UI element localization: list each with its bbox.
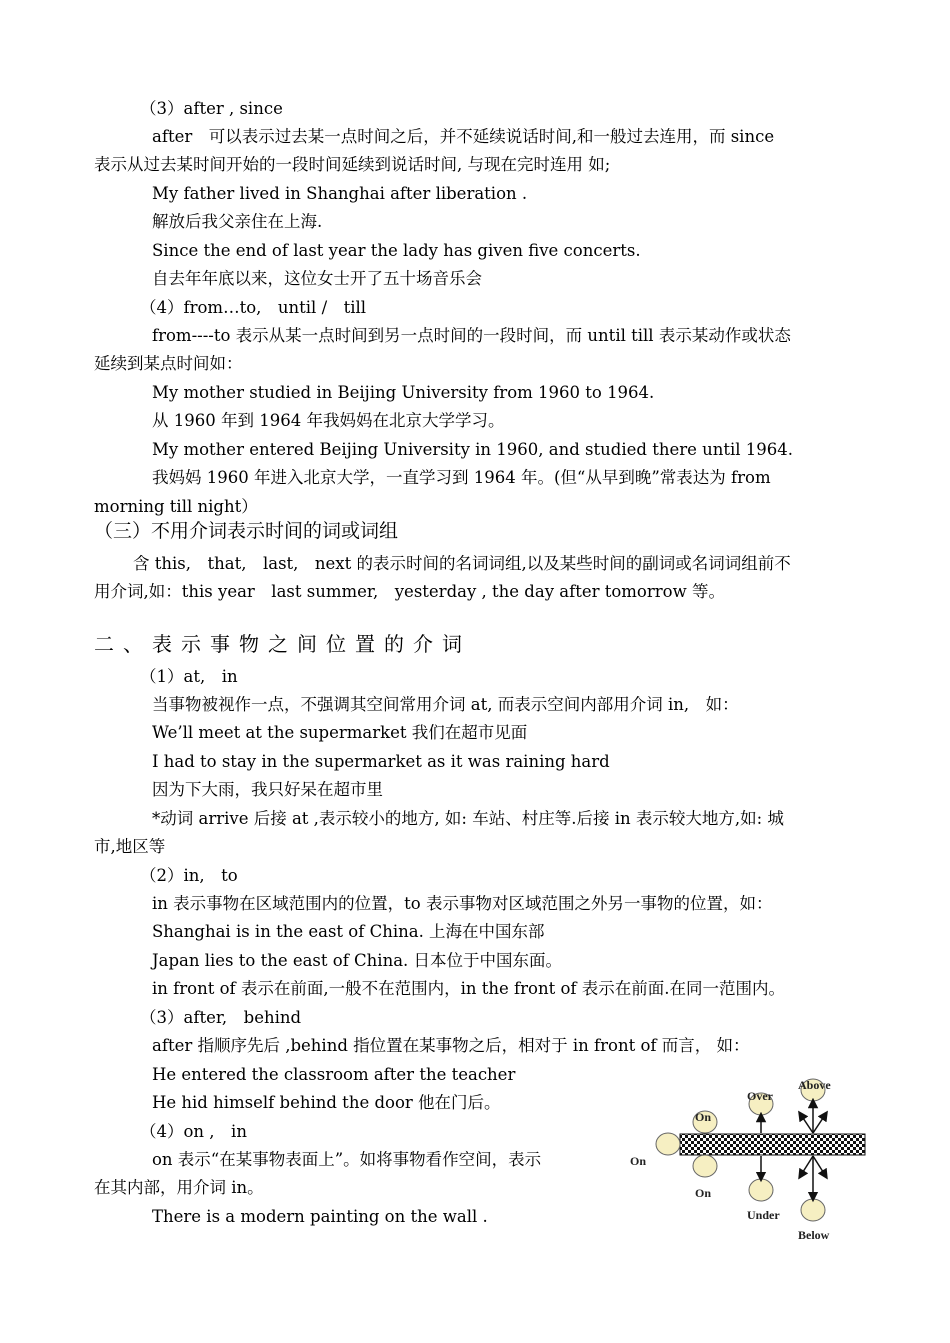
example-since-en: Since the end of last year the lady has given five concerts. — [152, 241, 641, 260]
desc-no-prep-1: 含 this, that, last, next 的表示时间的名词词组,以及某些时间的副词或名词词组前不 — [133, 554, 791, 573]
heading-at-in: （1）at, in — [140, 667, 238, 686]
note-in-front-of: in front of 表示在前面,一般不在范围内，in the front of 表示在前面.在同一范围内。 — [152, 979, 785, 998]
heading-in-to: （2）in, to — [140, 866, 238, 885]
desc-from-to-1: from----to 表示从某一点时间到另一点时间的一段时间，而 until till 表示某动作或状态 — [152, 326, 791, 345]
arrow-below-right — [813, 1156, 825, 1175]
example-since-zh: 自去年年底以来，这位女士开了五十场音乐会 — [152, 269, 482, 288]
desc-after-since-1: after 可以表示过去某一点时间之后，并不延续说话时间,和一般过去连用，而 since — [152, 127, 775, 146]
example-to-east: Japan lies to the east of China. 日本位于中国东面。 — [152, 951, 563, 970]
heading-no-prep: （三）不用介词表示时间的词或词组 — [94, 520, 399, 542]
label-over: Over — [747, 1089, 773, 1103]
desc-at-in: 当事物被视作一点，不强调其空间常用介词 at, 而表示空间内部用介词 in, 如： — [152, 695, 739, 714]
label-on-left: On — [630, 1154, 647, 1168]
example-in-east: Shanghai is in the east of China. 上海在中国东部 — [152, 922, 545, 941]
example-from-to-zh: 从 1960 年到 1964 年我妈妈在北京大学学习。 — [152, 411, 505, 430]
desc-after-behind: after 指顺序先后 ,behind 指位置在某事物之后，相对于 in front of 而言， 如： — [152, 1036, 750, 1055]
desc-in-to: in 表示事物在区域范围内的位置，to 表示事物对区域范围之外另一事物的位置，如： — [152, 894, 773, 913]
ball-under — [749, 1179, 773, 1201]
ball-on-bottom — [693, 1155, 717, 1177]
desc-no-prep-2: 用介词,如：this year last summer, yesterday , the day after tomorrow 等。 — [94, 582, 725, 601]
heading-after-since: （3）after , since — [140, 99, 283, 118]
label-under: Under — [747, 1208, 780, 1222]
heading-on-in: （4）on , in — [140, 1122, 247, 1141]
ball-below — [801, 1199, 825, 1221]
example-until-en: My mother entered Beijing University in 1960, and studied there until 1964. — [152, 440, 794, 459]
label-on-top: On — [695, 1110, 712, 1124]
desc-on-in-2: 在其内部，用介词 in。 — [94, 1178, 264, 1197]
heading-position-prepositions: 二、表示事物之间位置的介词 — [94, 632, 471, 656]
desc-after-since-2: 表示从过去某时间开始的一段时间延续到说话时间, 与现在完时连用 如; — [94, 155, 611, 174]
arrow-below-left — [801, 1156, 813, 1175]
note-arrive-1: *动词 arrive 后接 at ,表示较小的地方, 如: 车站、村庄等.后接 in 表示较大地方,如: 城 — [152, 809, 784, 828]
arrow-above-right — [813, 1115, 825, 1133]
label-on-bottom: On — [695, 1186, 712, 1200]
example-at: We’ll meet at the supermarket 我们在超市见面 — [152, 723, 528, 742]
note-arrive-2: 市,地区等 — [94, 837, 166, 856]
example-after-teacher: He entered the classroom after the teacher — [152, 1065, 516, 1084]
heading-after-behind: （3）after, behind — [140, 1008, 302, 1027]
surface-bar — [680, 1134, 865, 1155]
example-behind-door: He hid himself behind the door 他在门后。 — [152, 1093, 501, 1112]
desc-on-in-1: on 表示“在某事物表面上”。如将事物看作空间，表示 — [152, 1150, 542, 1169]
example-after-zh: 解放后我父亲住在上海. — [152, 212, 323, 231]
ball-on-left — [656, 1133, 680, 1155]
example-until-zh-1: 我妈妈 1960 年进入北京大学，一直学习到 1964 年。(但“从早到晚”常表达为 from — [152, 468, 771, 487]
label-below: Below — [798, 1228, 830, 1242]
example-on-wall: There is a modern painting on the wall . — [152, 1207, 488, 1226]
label-above: Above — [798, 1078, 831, 1092]
example-in-en: I had to stay in the supermarket as it was raining hard — [152, 752, 610, 771]
arrow-above-left — [801, 1115, 813, 1133]
preposition-position-diagram — [625, 1075, 870, 1245]
heading-from-to: （4）from…to, until / till — [140, 298, 367, 317]
desc-from-to-2: 延续到某点时间如： — [94, 354, 243, 373]
example-in-zh: 因为下大雨，我只好呆在超市里 — [152, 780, 383, 799]
example-after-en: My father lived in Shanghai after liberation . — [152, 184, 528, 203]
example-until-zh-2: morning till night） — [94, 497, 258, 516]
example-from-to-en: My mother studied in Beijing University from 1960 to 1964. — [152, 383, 655, 402]
